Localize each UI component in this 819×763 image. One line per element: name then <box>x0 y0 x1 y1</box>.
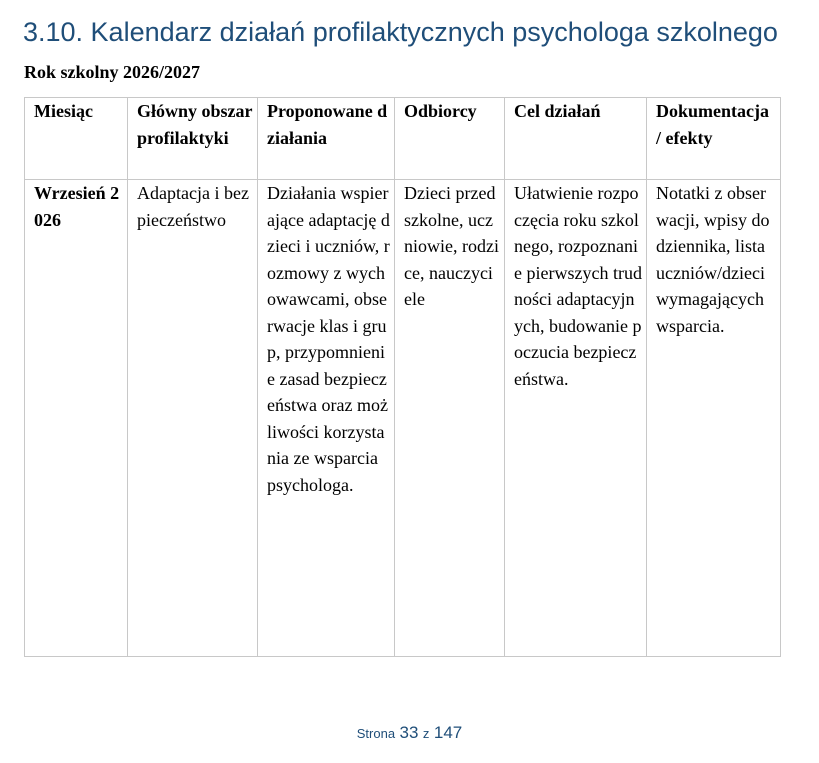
header-month: Miesiąc <box>25 98 128 180</box>
cell-documentation: Notatki z obserwacji, wpisy do dziennika, lista uczniów/dzieci wymagających wsparcia. <box>647 180 781 657</box>
header-main-area: Główny obszar profilaktyki <box>128 98 258 180</box>
cell-goal: Ułatwienie rozpoczęcia roku szkolnego, rozpoznanie pierwszych trudności adaptacyjnych, budowanie poczucia bezpieczeństwa. <box>505 180 647 657</box>
school-year-subtitle: Rok szkolny 2026/2027 <box>24 62 201 82</box>
header-documentation: Dokumentacja / efekty <box>647 98 781 180</box>
footer-page-total: 147 <box>433 723 463 742</box>
footer-page-number: 33 <box>399 723 419 742</box>
header-goal: Cel działań <box>505 98 647 180</box>
cell-recipients: Dzieci przedszkolne, uczniowie, rodzice, nauczyciele <box>395 180 505 657</box>
page-footer <box>0 723 819 743</box>
table-row <box>25 180 781 657</box>
header-recipients: Odbiorcy <box>395 98 505 180</box>
footer-page-prefix: Strona <box>356 726 396 741</box>
page-title: 3.10. Kalendarz działań profilaktycznych psychologa szkolnego <box>23 17 778 47</box>
footer-separator: z <box>422 726 430 741</box>
header-proposed-actions: Proponowane działania <box>258 98 395 180</box>
cell-proposed-actions: Działania wspierające adaptację dzieci i uczniów, rozmowy z wychowawcami, obserwacje klas i grup, przypomnienie zasad bezpieczeństwa oraz możliwości korzystania ze wsparcia psychologa. <box>258 180 395 657</box>
prevention-calendar-table <box>24 97 781 657</box>
cell-main-area: Adaptacja i bezpieczeństwo <box>128 180 258 657</box>
table-header-row <box>25 98 781 180</box>
cell-month: Wrzesień 2026 <box>25 180 128 657</box>
